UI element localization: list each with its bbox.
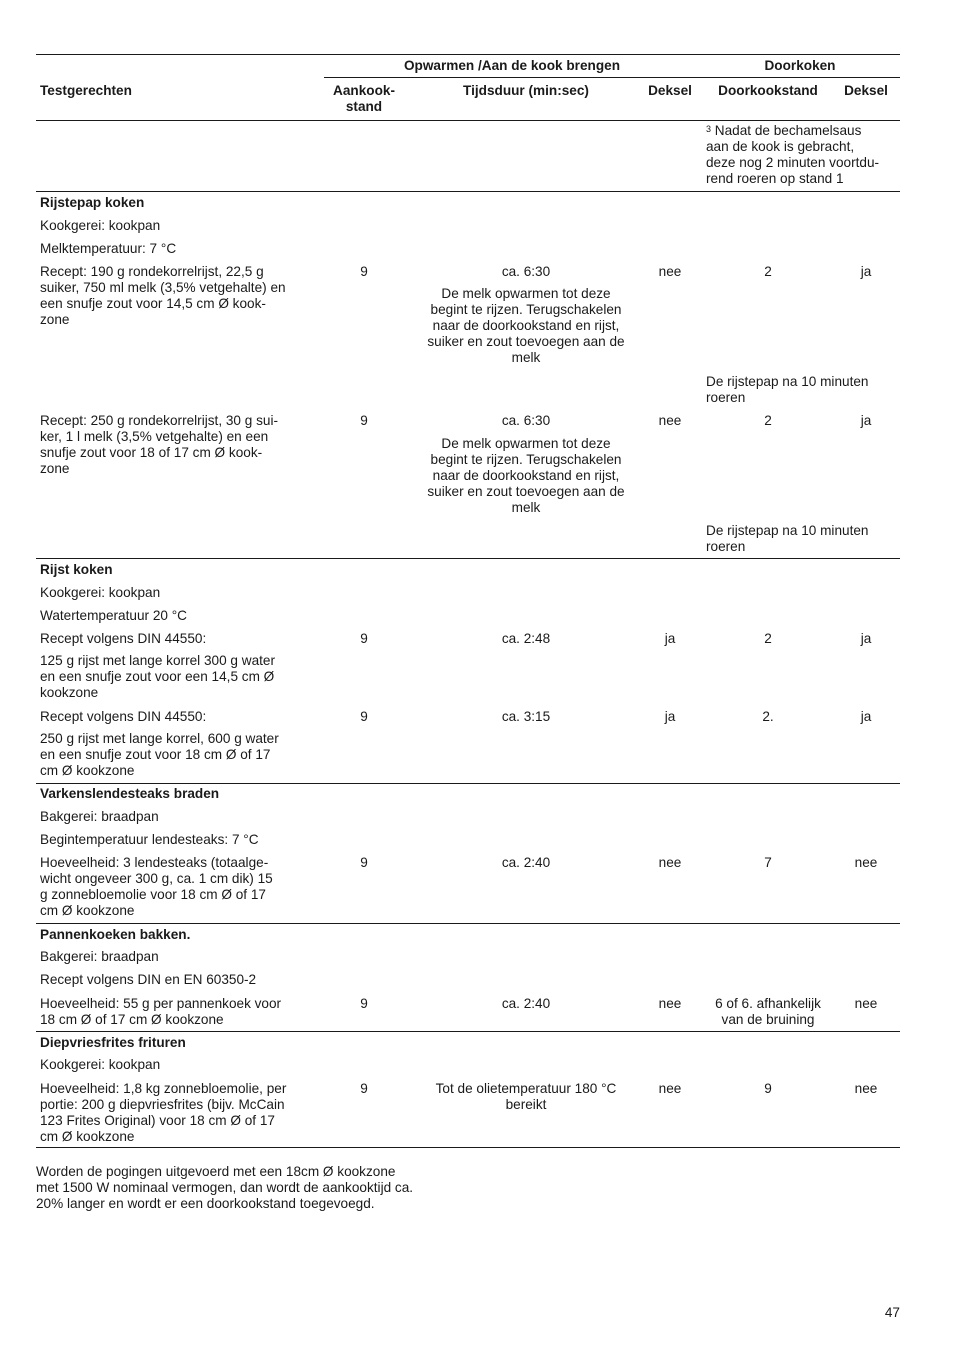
duration-line: bereikt [505, 1097, 547, 1112]
boil-level-value: 9 [360, 855, 368, 870]
lid-value: nee [854, 996, 878, 1011]
recipe-line: portie: 200 g diepvriesfrites (bijv. McCain [40, 1097, 285, 1112]
cook-level-line: 6 of 6. afhankelijk [715, 996, 821, 1011]
lid-value: ja [860, 709, 872, 724]
section-title: Diepvriesfrites frituren [40, 1035, 186, 1050]
recipe-standard-text: Recept volgens DIN en EN 60350-2 [40, 972, 257, 987]
note-line: De rijstepap na 10 minuten [706, 523, 869, 538]
recipe-line: zone [40, 461, 70, 476]
recipe-line: 18 cm Ø of 17 cm Ø kookzone [40, 1012, 224, 1027]
cookware-text: Bakgerei: braadpan [40, 949, 159, 964]
lid-value: ja [664, 631, 676, 646]
recipe-heading: Recept volgens DIN 44550: [40, 631, 207, 646]
recipe-text [40, 413, 315, 477]
recipe-line: en een snufje zout voor een 14,5 cm Ø [40, 669, 275, 684]
cookware-text: Kookgerei: kookpan [40, 218, 161, 233]
recipe-line: 250 g rijst met lange korrel, 600 g water [40, 731, 279, 746]
section-title: Rijstepap koken [40, 195, 145, 210]
recipe-line: ker, 1 l melk (3,5% vetgehalte) en een [40, 429, 269, 444]
cook-level-value [700, 996, 836, 1028]
header-col-aankookstand-line: stand [345, 99, 383, 114]
recipe-line: snufje zout voor 18 of 17 cm Ø kook- [40, 445, 263, 460]
note-line [706, 123, 900, 139]
recipe-text [40, 855, 315, 919]
lid-value: nee [854, 1081, 878, 1096]
lid-value: ja [664, 709, 676, 724]
section-rule [36, 1031, 900, 1032]
note-line: De rijstepap na 10 minuten [706, 374, 869, 389]
footnote-line: 20% langer en wordt er een doorkookstand toegevoegd. [36, 1196, 375, 1211]
note-line: De melk opwarmen tot deze [441, 286, 611, 301]
recipe-text [40, 996, 315, 1028]
cook-level-value: 2. [762, 709, 774, 724]
recipe-text [40, 264, 315, 328]
recipe-line: g zonnebloemolie voor 18 cm Ø of 17 [40, 887, 266, 902]
header-col-doorkookstand: Doorkookstand [718, 83, 818, 98]
lid-value: nee [658, 264, 682, 279]
lid-value: nee [658, 1081, 682, 1096]
table-bottom-rule [36, 1147, 900, 1148]
temperature-text: Melktemperatuur: 7 °C [40, 241, 177, 256]
recipe-text [40, 731, 315, 779]
lid-value: nee [658, 855, 682, 870]
lid-value: ja [860, 264, 872, 279]
header-group-opwarmen: Opwarmen /Aan de kook brengen [403, 58, 621, 73]
recipe-line: en een snufje zout voor 18 cm Ø of 17 [40, 747, 271, 762]
temperature-text: Watertemperatuur 20 °C [40, 608, 187, 623]
note-line: suiker en zout toevoegen aan de [427, 334, 625, 349]
boil-level-value: 9 [360, 631, 368, 646]
section-title: Varkenslendesteaks braden [40, 786, 220, 801]
boil-level-value: 9 [360, 709, 368, 724]
note-line-text: Nadat de bechamelsaus [714, 123, 862, 138]
boil-level-value: 9 [360, 996, 368, 1011]
boil-level-value: 9 [360, 264, 368, 279]
cook-level-value: 7 [764, 855, 772, 870]
recipe-line: suiker, 750 ml melk (3,5% vetgehalte) en [40, 280, 286, 295]
note-line: naar de doorkookstand en rijst, [432, 468, 620, 483]
duration-value: ca. 6:30 [501, 413, 551, 428]
recipe-line: Recept: 190 g rondekorrelrijst, 22,5 g [40, 264, 264, 279]
duration-value: ca. 2:40 [501, 996, 551, 1011]
note-line: melk [511, 350, 541, 365]
duration-note [410, 436, 642, 516]
recipe-line: Hoeveelheid: 3 lendesteaks (totaalge- [40, 855, 269, 870]
header-bottom-rule [36, 120, 900, 121]
recipe-line: Hoeveelheid: 1,8 kg zonnebloemolie, per [40, 1081, 287, 1096]
duration-value: ca. 3:15 [501, 709, 551, 724]
cook-level-value: 2 [764, 264, 772, 279]
recipe-text [40, 653, 315, 701]
header-col-aankookstand [324, 83, 404, 115]
duration-value: ca. 2:48 [501, 631, 551, 646]
cook-level-value: 2 [764, 413, 772, 428]
duration-line: Tot de olietemperatuur 180 °C [435, 1081, 617, 1096]
note-line: suiker en zout toevoegen aan de [427, 484, 625, 499]
note-line: rend roeren op stand 1 [706, 171, 844, 186]
after-note [706, 374, 900, 406]
recipe-line: 123 Frites Original) voor 18 cm Ø of 17 [40, 1113, 275, 1128]
lid-value: nee [658, 413, 682, 428]
note-line: aan de kook is gebracht, [706, 139, 855, 154]
lid-value: ja [860, 413, 872, 428]
group-rule-opwarmen [324, 77, 700, 78]
note-line: deze nog 2 minuten voortdu- [706, 155, 880, 170]
recipe-line: zone [40, 312, 70, 327]
note-line: De melk opwarmen tot deze [441, 436, 611, 451]
header-col-tijdsduur: Tijdsduur (min:sec) [463, 83, 589, 98]
section-rule [36, 191, 900, 192]
after-note [706, 523, 900, 555]
footnote-line: Worden de pogingen uitgevoerd met een 18cm Ø kookzone [36, 1164, 396, 1179]
lid-value: nee [658, 996, 682, 1011]
section-rule [36, 783, 900, 784]
recipe-line: 125 g rijst met lange korrel 300 g water [40, 653, 275, 668]
note-line: roeren [706, 539, 746, 554]
note-line: roeren [706, 390, 746, 405]
header-col-aankookstand-line: Aankook- [333, 83, 395, 98]
cook-level-line: van de bruining [721, 1012, 815, 1027]
recipe-line: cm Ø kookzone [40, 763, 135, 778]
duration-value [410, 1081, 642, 1113]
cookware-text: Kookgerei: kookpan [40, 585, 161, 600]
cookware-text: Bakgerei: braadpan [40, 809, 159, 824]
boil-level-value: 9 [360, 413, 368, 428]
section-rule [36, 558, 900, 559]
temperature-text: Begintemperatuur lendesteaks: 7 °C [40, 832, 259, 847]
recipe-line: Hoeveelheid: 55 g per pannenkoek voor [40, 996, 282, 1011]
lid-value: nee [854, 855, 878, 870]
recipe-line: een snufje zout voor 14,5 cm Ø kook- [40, 296, 266, 311]
header-col-deksel-2: Deksel [844, 83, 888, 98]
table-top-rule [36, 54, 900, 55]
recipe-text [40, 1081, 315, 1145]
footnote-line: met 1500 W nominaal vermogen, dan wordt de aankooktijd ca. [36, 1180, 414, 1195]
duration-note [410, 286, 642, 366]
header-group-doorkoken: Doorkoken [764, 58, 836, 73]
header-col-testgerechten: Testgerechten [40, 83, 132, 98]
footnote-mark: 3 [706, 124, 712, 134]
boil-level-value: 9 [360, 1081, 368, 1096]
duration-value: ca. 2:40 [501, 855, 551, 870]
note-line: begint te rijzen. Terugschakelen [430, 302, 622, 317]
note-line: begint te rijzen. Terugschakelen [430, 452, 622, 467]
section-title: Pannenkoeken bakken. [40, 927, 191, 942]
footnote-paragraph [36, 1164, 476, 1212]
recipe-line: wicht ongeveer 300 g, ca. 1 cm dik) 15 [40, 871, 273, 886]
recipe-heading: Recept volgens DIN 44550: [40, 709, 207, 724]
note-line: melk [511, 500, 541, 515]
cookware-text: Kookgerei: kookpan [40, 1057, 161, 1072]
group-rule-doorkoken [700, 77, 900, 78]
recipe-line: cm Ø kookzone [40, 903, 135, 918]
cook-level-value: 2 [764, 631, 772, 646]
header-col-deksel-1: Deksel [648, 83, 692, 98]
recipe-line: kookzone [40, 685, 99, 700]
section-rule [36, 923, 900, 924]
note-line: naar de doorkookstand en rijst, [432, 318, 620, 333]
lid-value: ja [860, 631, 872, 646]
recipe-line: Recept: 250 g rondekorrelrijst, 30 g sui- [40, 413, 279, 428]
duration-value: ca. 6:30 [501, 264, 551, 279]
recipe-line: cm Ø kookzone [40, 1129, 135, 1144]
page-number: 47 [884, 1305, 900, 1320]
section-title: Rijst koken [40, 562, 113, 577]
continued-footnote [706, 123, 900, 187]
cook-level-value: 9 [764, 1081, 772, 1096]
